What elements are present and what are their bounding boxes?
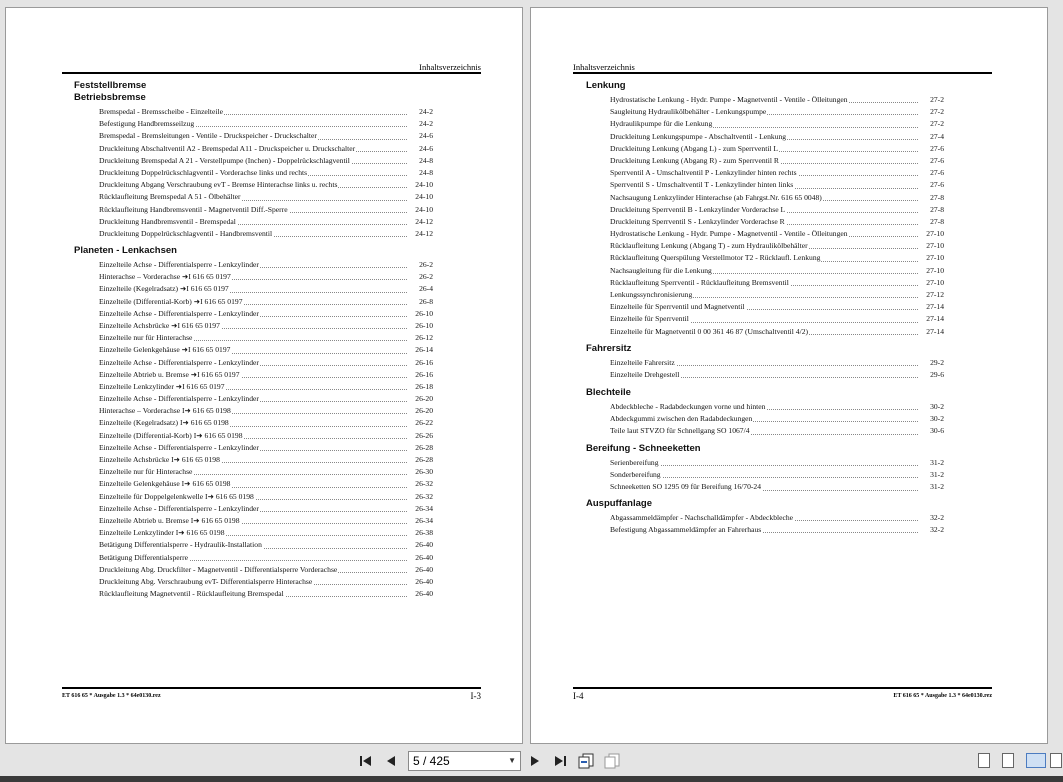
- toc-entry[interactable]: [610, 481, 944, 493]
- toc-entry-title: Betätigung Differentialsperre: [99, 552, 189, 564]
- toc-entry[interactable]: [610, 277, 944, 289]
- toc-entry[interactable]: [99, 204, 433, 216]
- toc-list: [610, 94, 944, 338]
- toc-entry[interactable]: [99, 271, 433, 283]
- toc-entry-page: 24-12: [407, 228, 433, 240]
- toc-entry-page: 32-2: [918, 512, 944, 524]
- toc-entry-title: Einzelteile Achsbrücke I➜ 616 65 0198: [99, 454, 221, 466]
- toc-entry-title: Serienbereifung: [610, 457, 660, 469]
- toc-entry-title: Druckleitung Abschaltventil A2 - Bremspedal A11 - Druckspeicher u. Druckschalter: [99, 143, 356, 155]
- toc-entry-title: Einzelteile für Doppelgelenkwelle I➜ 616 65 0198: [99, 491, 255, 503]
- toc-entry-page: 24-8: [407, 155, 433, 167]
- toc-entry-title: Druckleitung Sperrventil B - Lenkzylinder Vorderachse L: [610, 204, 786, 216]
- toc-entry-title: Hydraulikpumpe für die Lenkung: [610, 118, 713, 130]
- toc-entry[interactable]: [99, 552, 433, 564]
- footer-text: ET 616 65 * Ausgabe 1.3 * 64e0130.rez: [62, 693, 161, 699]
- toc-entry-title: Rücklaufleitung Sperrventil - Rücklaufleitung Bremsventil: [610, 277, 790, 289]
- toc-entry-page: 27-12: [918, 289, 944, 301]
- toc-entry[interactable]: [99, 393, 433, 405]
- toc-entry-page: 26-16: [407, 357, 433, 369]
- toc-entry-title: Einzelteile Achse - Differentialsperre - Lenkzylinder: [99, 357, 260, 369]
- toc-entry-title: Bremspedal - Bremsleitungen - Ventile - Druckspeicher - Druckschalter: [99, 130, 318, 142]
- toc-entry-title: Hydrostatische Lenkung - Hydr. Pumpe - Magnetventil - Ventile - Ölleitungen: [610, 94, 849, 106]
- toc-entry-page: 27-10: [918, 277, 944, 289]
- toc-entry[interactable]: [99, 259, 433, 271]
- toc-entry-title: Rücklaufleitung Bremspedal A 51 - Ölbehälter: [99, 191, 242, 203]
- toc-entry[interactable]: [610, 216, 944, 228]
- toc-entry-page: 30-2: [918, 413, 944, 425]
- toc-entry-page: 26-20: [407, 393, 433, 405]
- left-page: [5, 7, 523, 744]
- viewer-toolbar: [0, 746, 1063, 776]
- toc-entry-page: 27-10: [918, 265, 944, 277]
- toc-entry-page: 27-10: [918, 252, 944, 264]
- toc-entry[interactable]: [610, 512, 944, 524]
- toc-list: [610, 457, 944, 494]
- toc-entry-title: Einzelteile Lenkzylinder I➜ 616 65 0198: [99, 527, 226, 539]
- toc-list: [610, 512, 944, 536]
- toc-entry-title: Rücklaufleitung Querspülung Verstellmotor T2 - Rücklaufl. Lenkung: [610, 252, 821, 264]
- toc-entry[interactable]: [610, 357, 944, 369]
- toc-entry[interactable]: [99, 430, 433, 442]
- toc-list: [610, 357, 944, 381]
- toc-entry[interactable]: [99, 332, 433, 344]
- section-heading: Betriebsbremse: [74, 92, 146, 103]
- toc-entry-title: Einzelteile nur für Hinterachse: [99, 332, 193, 344]
- toc-entry-page: 27-2: [918, 118, 944, 130]
- toc-entry-title: Druckleitung Doppelrückschlagventil - Handbremsventil: [99, 228, 273, 240]
- toc-entry-title: Einzelteile nur für Hinterachse: [99, 466, 193, 478]
- toc-entry-title: Abdeckbleche - Radabdeckungen vorne und hinten: [610, 401, 766, 413]
- toc-list: [610, 401, 944, 438]
- page-number: I-3: [470, 691, 481, 701]
- toc-entry-page: 27-10: [918, 228, 944, 240]
- toc-entry-page: 24-12: [407, 216, 433, 228]
- toc-entry-title: Hinterachse – Vorderachse ➜I 616 65 0197: [99, 271, 232, 283]
- toc-entry-page: 26-28: [407, 454, 433, 466]
- toc-entry-page: 24-2: [407, 106, 433, 118]
- toc-entry-title: Nachsaugung Lenkzylinder Hinterachse (ab Fahrgst.Nr. 616 65 0048): [610, 192, 823, 204]
- toc-entry-page: 27-6: [918, 167, 944, 179]
- toc-entry-page: 26-10: [407, 308, 433, 320]
- toc-entry-page: 31-2: [918, 469, 944, 481]
- toc-entry-page: 27-4: [918, 131, 944, 143]
- section-heading: Lenkung: [586, 80, 626, 91]
- toc-entry-page: 27-10: [918, 240, 944, 252]
- toc-entry-title: Einzelteile Achsbrücke ➜I 616 65 0197: [99, 320, 221, 332]
- toc-entry[interactable]: [99, 503, 433, 515]
- toc-entry[interactable]: [610, 289, 944, 301]
- toc-entry-title: Saugleitung Hydraulikölbehälter - Lenkungspumpe: [610, 106, 767, 118]
- toc-entry-title: Einzelteile für Sperrventil und Magnetventil: [610, 301, 746, 313]
- toc-entry-page: 27-14: [918, 301, 944, 313]
- toc-entry[interactable]: [99, 106, 433, 118]
- toc-entry-page: 26-32: [407, 491, 433, 503]
- toc-entry-title: Befestigung Abgassammeldämpfer an Fahrerhaus: [610, 524, 762, 536]
- section-heading: Fahrersitz: [586, 343, 632, 354]
- toc-entry-title: Druckleitung Bremspedal A 21 - Verstellpumpe (Inchen) - Doppelrückschlagventil: [99, 155, 351, 167]
- toc-entry[interactable]: [99, 576, 433, 588]
- page-number: I-4: [573, 691, 584, 701]
- toc-entry[interactable]: [610, 457, 944, 469]
- toc-entry[interactable]: [610, 425, 944, 437]
- toc-entry-page: 26-20: [407, 405, 433, 417]
- bottom-strip: [0, 776, 1063, 782]
- toc-entry[interactable]: [610, 240, 944, 252]
- toc-entry-page: 26-34: [407, 503, 433, 515]
- toc-entry-title: Einzelteile (Kegelradsatz) ➜I 616 65 0197: [99, 283, 230, 295]
- toc-entry-page: 30-6: [918, 425, 944, 437]
- header-rule: [573, 72, 992, 74]
- toc-entry-page: 24-8: [407, 167, 433, 179]
- section-heading: Blechteile: [586, 387, 631, 398]
- toc-entry-title: Nachsaugleitung für die Lenkung: [610, 265, 713, 277]
- toc-list: [99, 259, 433, 600]
- toc-entry[interactable]: [99, 564, 433, 576]
- toc-entry-page: 26-8: [407, 296, 433, 308]
- toc-entry-page: 27-8: [918, 204, 944, 216]
- toc-entry[interactable]: [610, 155, 944, 167]
- toc-entry-title: Druckleitung Handbremsventil - Bremspedal: [99, 216, 237, 228]
- toc-entry-page: 26-26: [407, 430, 433, 442]
- toc-entry[interactable]: [99, 357, 433, 369]
- toc-entry-title: Einzelteile Drehgestell: [610, 369, 680, 381]
- toc-entry-page: 26-40: [407, 552, 433, 564]
- go-forward-icon[interactable]: [602, 752, 622, 770]
- toc-entry-page: 26-40: [407, 539, 433, 551]
- toc-entry-title: Sperrventil A - Umschaltventil P - Lenkzylinder hinten rechts: [610, 167, 798, 179]
- toc-entry-title: Abdeckgummi zwischen den Radabdeckungen: [610, 413, 753, 425]
- toc-entry-title: Hydrostatische Lenkung - Hydr. Pumpe - Magnetventil - Ventile - Ölleitungen: [610, 228, 849, 240]
- toc-entry-page: 26-40: [407, 588, 433, 600]
- toc-entry[interactable]: [99, 216, 433, 228]
- toc-entry-title: Druckleitung Sperrventil S - Lenkzylinder Vorderachse R: [610, 216, 786, 228]
- toc-entry-page: 27-14: [918, 313, 944, 325]
- toc-entry[interactable]: [99, 308, 433, 320]
- toc-entry-title: Einzelteile Gelenkgehäuse I➜ 616 65 0198: [99, 478, 231, 490]
- toc-entry-title: Einzelteile Abtrieb u. Bremse I➜ 616 65 0198: [99, 515, 241, 527]
- toc-entry[interactable]: [99, 283, 433, 295]
- toc-entry[interactable]: [99, 491, 433, 503]
- toc-entry-title: Einzelteile für Magnetventil 0 00 361 46 87 (Umschaltventil 4/2): [610, 326, 809, 338]
- toc-entry-page: 32-2: [918, 524, 944, 536]
- toc-entry-page: 27-6: [918, 155, 944, 167]
- toc-entry-page: 26-40: [407, 576, 433, 588]
- toc-entry-title: Druckleitung Lenkungspumpe - Abschaltventil - Lenkung: [610, 131, 787, 143]
- toc-entry[interactable]: [99, 228, 433, 240]
- toc-entry[interactable]: [99, 442, 433, 454]
- toc-list: [99, 106, 433, 240]
- toc-entry-page: 27-2: [918, 106, 944, 118]
- toc-entry-page: 26-38: [407, 527, 433, 539]
- toc-entry[interactable]: [99, 381, 433, 393]
- toc-entry-title: Betätigung Differentialsperre - Hydraulik-Installation: [99, 539, 263, 551]
- toc-entry-page: 27-8: [918, 192, 944, 204]
- continuous-view-icon[interactable]: [1002, 753, 1014, 768]
- toc-entry-page: 26-12: [407, 332, 433, 344]
- toc-entry-title: Einzelteile Achse - Differentialsperre - Lenkzylinder: [99, 308, 260, 320]
- previous-page-icon[interactable]: [384, 752, 398, 770]
- toc-entry[interactable]: [610, 413, 944, 425]
- header-rule: [62, 72, 481, 74]
- toc-entry[interactable]: [610, 192, 944, 204]
- toc-entry-page: 27-6: [918, 143, 944, 155]
- footer-rule: [573, 687, 992, 689]
- toc-entry-title: Druckleitung Doppelrückschlagventil - Vorderachse links und rechts: [99, 167, 308, 179]
- first-page-icon[interactable]: [358, 752, 374, 770]
- toc-entry[interactable]: [99, 417, 433, 429]
- toc-entry[interactable]: [99, 118, 433, 130]
- footer-text: ET 616 65 * Ausgabe 1.3 * 64e0130.rez: [893, 693, 992, 699]
- section-heading: Planeten - Lenkachsen: [74, 245, 177, 256]
- toc-entry-page: 29-6: [918, 369, 944, 381]
- toc-entry-title: Einzelteile Achse - Differentialsperre - Lenkzylinder: [99, 393, 260, 405]
- toc-entry[interactable]: [99, 539, 433, 551]
- toc-entry[interactable]: [610, 179, 944, 191]
- toc-entry-page: 27-8: [918, 216, 944, 228]
- toc-entry-title: Einzelteile Achse - Differentialsperre - Lenkzylinder: [99, 442, 260, 454]
- toc-entry-title: Druckleitung Abg. Druckfilter - Magnetventil - Differentialsperre Vorderachse: [99, 564, 338, 576]
- toc-entry[interactable]: [99, 179, 433, 191]
- toc-entry[interactable]: [99, 369, 433, 381]
- toc-entry-page: 30-2: [918, 401, 944, 413]
- toc-entry[interactable]: [99, 296, 433, 308]
- toc-entry-title: Druckleitung Lenkung (Abgang R) - zum Sperrventil R: [610, 155, 780, 167]
- toc-entry-page: 31-2: [918, 481, 944, 493]
- toc-entry-title: Einzelteile (Kegelradsatz) I➜ 616 65 0198: [99, 417, 230, 429]
- toc-entry-page: 26-22: [407, 417, 433, 429]
- page-number-field[interactable]: [408, 751, 521, 771]
- toc-entry-title: Sonderbereifung: [610, 469, 662, 481]
- toc-entry[interactable]: [610, 401, 944, 413]
- toc-entry-page: 26-2: [407, 271, 433, 283]
- toc-entry[interactable]: [610, 252, 944, 264]
- toc-entry[interactable]: [610, 326, 944, 338]
- toc-entry-title: Schneeketten SO 1295 09 für Bereifung 16/70-24: [610, 481, 762, 493]
- toc-entry-title: Rücklaufleitung Lenkung (Abgang T) - zum Hydraulikölbehälter: [610, 240, 809, 252]
- toc-entry-title: Einzelteile Achse - Differentialsperre - Lenkzylinder: [99, 503, 260, 515]
- toc-entry[interactable]: [99, 167, 433, 179]
- footer-rule: [62, 687, 481, 689]
- toc-entry[interactable]: [610, 469, 944, 481]
- toc-entry-title: Abgassammeldämpfer - Nachschalldämpfer - Abdeckbleche: [610, 512, 794, 524]
- toc-entry-title: Druckleitung Abg. Verschraubung evT- Differentialsperre Hinterachse: [99, 576, 313, 588]
- toc-entry[interactable]: [99, 344, 433, 356]
- section-heading: Auspuffanlage: [586, 498, 652, 509]
- toc-entry[interactable]: [99, 143, 433, 155]
- toc-entry[interactable]: [610, 524, 944, 536]
- toc-entry-page: 26-4: [407, 283, 433, 295]
- toc-entry[interactable]: [99, 515, 433, 527]
- toc-entry-page: 26-14: [407, 344, 433, 356]
- toc-entry[interactable]: [610, 313, 944, 325]
- toc-entry-title: Sperrventil S - Umschaltventil T - Lenkzylinder hinten links: [610, 179, 794, 191]
- toc-entry-title: Einzelteile für Sperrventil: [610, 313, 690, 325]
- toc-entry-title: Druckleitung Abgang Verschraubung evT - Bremse Hinterachse links u. rechts: [99, 179, 338, 191]
- toc-entry-title: Bremspedal - Bremsscheibe - Einzelteile: [99, 106, 224, 118]
- toc-entry[interactable]: [99, 527, 433, 539]
- toc-entry-page: 26-40: [407, 564, 433, 576]
- last-page-icon[interactable]: [552, 752, 568, 770]
- toc-entry-page: 24-10: [407, 179, 433, 191]
- toc-entry-page: 26-2: [407, 259, 433, 271]
- toc-entry-title: Druckleitung Lenkung (Abgang L) - zum Sperrventil L: [610, 143, 779, 155]
- toc-entry-page: 31-2: [918, 457, 944, 469]
- page-number-value: 5 / 425: [413, 754, 450, 768]
- toc-entry[interactable]: [99, 191, 433, 203]
- chevron-down-icon[interactable]: ▼: [508, 756, 516, 765]
- toc-entry[interactable]: [99, 588, 433, 600]
- toc-entry-title: Rücklaufleitung Magnetventil - Rücklaufleitung Bremspedal: [99, 588, 285, 600]
- toc-entry-title: Einzelteile Achse - Differentialsperre - Lenkzylinder: [99, 259, 260, 271]
- toc-entry-title: Einzelteile Gelenkgehäuse ➜I 616 65 0197: [99, 344, 231, 356]
- next-page-icon[interactable]: [528, 752, 542, 770]
- toc-entry[interactable]: [610, 301, 944, 313]
- toc-entry-page: 27-2: [918, 94, 944, 106]
- toc-entry[interactable]: [99, 478, 433, 490]
- toc-entry-title: Einzelteile Abtrieb u. Bremse ➜I 616 65 0197: [99, 369, 241, 381]
- toc-entry[interactable]: [610, 228, 944, 240]
- toc-entry-page: 26-16: [407, 369, 433, 381]
- toc-entry[interactable]: [610, 143, 944, 155]
- toc-entry[interactable]: [99, 130, 433, 142]
- section-heading: Bereifung - Schneeketten: [586, 443, 701, 454]
- right-page: [530, 7, 1048, 744]
- toc-entry-page: 24-2: [407, 118, 433, 130]
- toc-entry-title: Einzelteile Fahrersitz: [610, 357, 676, 369]
- toc-entry-page: 26-34: [407, 515, 433, 527]
- toc-entry-page: 26-30: [407, 466, 433, 478]
- toc-entry-title: Hinterachse – Vorderachse I➜ 616 65 0198: [99, 405, 232, 417]
- toc-entry-page: 26-32: [407, 478, 433, 490]
- toc-entry-page: 24-6: [407, 143, 433, 155]
- toc-entry-title: Rücklaufleitung Handbremsventil - Magnetventil Diff.-Sperre: [99, 204, 289, 216]
- toc-entry[interactable]: [610, 265, 944, 277]
- toc-entry[interactable]: [99, 320, 433, 332]
- toc-entry[interactable]: [610, 106, 944, 118]
- toc-entry-page: 24-10: [407, 191, 433, 203]
- page-header: Inhaltsverzeichnis: [573, 62, 635, 72]
- toc-entry[interactable]: [99, 405, 433, 417]
- toc-entry[interactable]: [610, 131, 944, 143]
- toc-entry-page: 27-14: [918, 326, 944, 338]
- section-heading: Feststellbremse: [74, 80, 147, 91]
- toc-entry-title: Befestigung Handbremsseilzug: [99, 118, 195, 130]
- toc-entry-page: 24-6: [407, 130, 433, 142]
- two-page-view-icon[interactable]: [1026, 753, 1046, 768]
- toc-entry-page: 29-2: [918, 357, 944, 369]
- toc-entry[interactable]: [610, 94, 944, 106]
- page-header: Inhaltsverzeichnis: [419, 62, 481, 72]
- single-page-view-icon[interactable]: [978, 753, 990, 768]
- toc-entry-page: 24-10: [407, 204, 433, 216]
- toc-entry-title: Teile laut STVZO für Schnellgang SO 1067/4: [610, 425, 751, 437]
- toc-entry-page: 26-28: [407, 442, 433, 454]
- toc-entry[interactable]: [99, 155, 433, 167]
- toc-entry-title: Lenkungssynchronisierung: [610, 289, 693, 301]
- toc-entry[interactable]: [99, 454, 433, 466]
- toc-entry-title: Einzelteile Lenkzylinder ➜I 616 65 0197: [99, 381, 226, 393]
- toc-entry[interactable]: [99, 466, 433, 478]
- toc-entry-page: 26-10: [407, 320, 433, 332]
- go-back-icon[interactable]: [576, 752, 596, 770]
- toc-entry[interactable]: [610, 369, 944, 381]
- two-page-continuous-view-icon[interactable]: [1050, 753, 1062, 768]
- toc-entry[interactable]: [610, 167, 944, 179]
- toc-entry[interactable]: [610, 118, 944, 130]
- toc-entry-page: 26-18: [407, 381, 433, 393]
- toc-entry[interactable]: [610, 204, 944, 216]
- toc-entry-title: Einzelteile (Differential-Korb) I➜ 616 65 0198: [99, 430, 244, 442]
- toc-entry-title: Einzelteile (Differential-Korb) ➜I 616 65 0197: [99, 296, 244, 308]
- toc-entry-page: 27-6: [918, 179, 944, 191]
